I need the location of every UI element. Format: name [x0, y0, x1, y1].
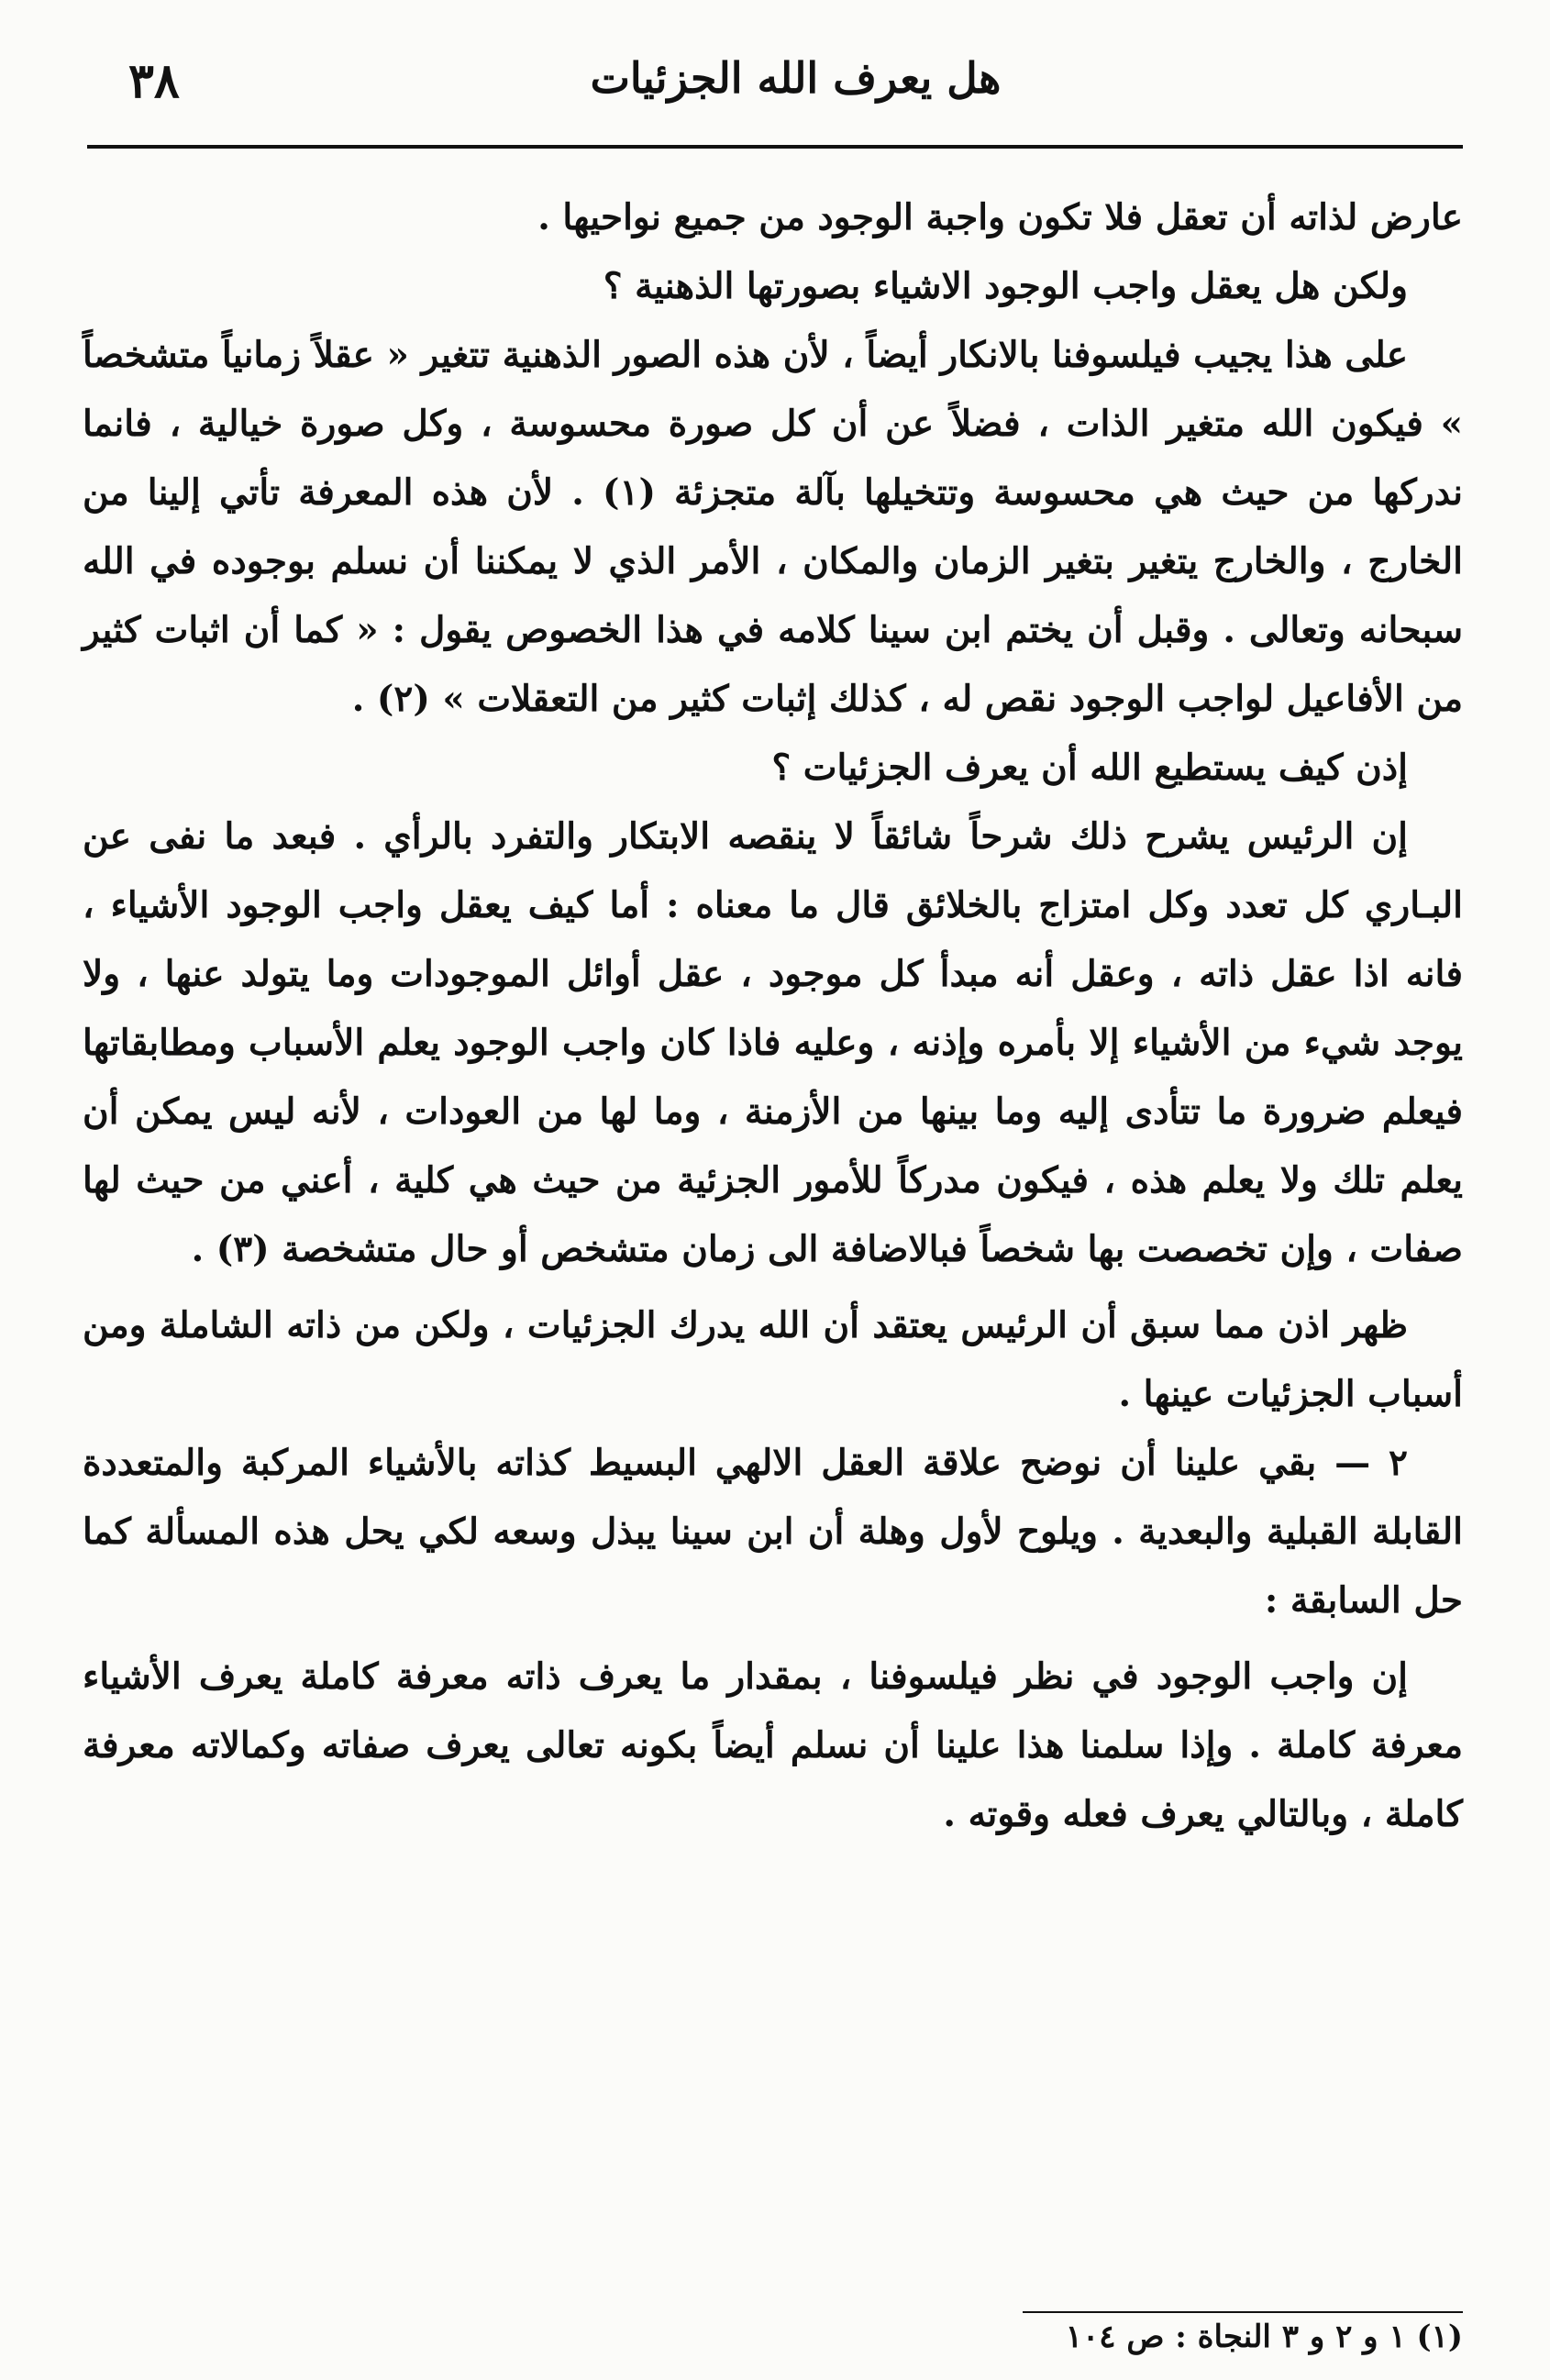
paragraph: إن واجب الوجود في نظر فيلسوفنا ، بمقدار ما يعرف ذاته معرفة كاملة يعرف الأشياء معرفة كاملة . وإذا سلمنا هذا علينا أن نسلم أيضاً بكونه تعالى يعرف صفاته وكمالاته معرفة كاملة ، وبالتالي يعرف فعله وقوته . — [83, 1655, 1463, 1835]
footnote: (١) ١ و ٢ و ٣ النجاة : ص ١٠٤ — [1065, 2319, 1463, 2355]
page-number: ٣٨ — [128, 53, 180, 109]
paragraph: على هذا يجيب فيلسوفنا بالانكار أيضاً ، لأن هذه الصور الذهنية تتغير « عقلاً زمانياً متشخصاً » فيكون الله متغير الذات ، فضلاً عن أن كل صورة محسوسة ، وكل صورة خيالية ، فانما ندركها من حيث هي محسوسة وتتخيلها بآلة متجزئة (١) . لأن هذه المعرفة تأتي إلينا من الخارج ، والخارج يتغير بتغير الزمان والمكان ، الأمر الذي لا يمكننا أن نسلم بوجوده في الله سبحانه وتعالى . وقبل أن يختم ابن سينا كلامه في هذا الخصوص يقول : « كما أن اثبات كثير من الأفاعيل لواجب الوجود نقص له ، كذلك إثبات كثير من التعقلات » (٢) . — [83, 334, 1463, 720]
paragraph: إذن كيف يستطيع الله أن يعرف الجزئيات ؟ — [771, 747, 1408, 789]
running-title: هل يعرف الله الجزئيات — [590, 53, 1002, 103]
page-header — [128, 53, 1463, 117]
paragraph: ظهر اذن مما سبق أن الرئيس يعتقد أن الله يدرك الجزئيات ، ولكن من ذاته الشاملة ومن أسباب الجزئيات عينها . — [83, 1304, 1463, 1415]
body-text — [83, 183, 1463, 1849]
paragraph: ٢ — بقي علينا أن نوضح علاقة العقل الالهي البسيط كذاته بالأشياء المركبة والمتعددة القابلة القبلية والبعدية . ويلوح لأول وهلة أن ابن سينا يبذل وسعه لكي يحل هذه المسألة كما حل السابقة : — [83, 1442, 1463, 1622]
footnote-rule — [1023, 2311, 1463, 2313]
paragraph: إن الرئيس يشرح ذلك شرحاً شائقاً لا ينقصه الابتكار والتفرد بالرأي . فبعد ما نفى عن البـاري كل تعدد وكل امتزاج بالخلائق قال ما معناه : أما كيف يعقل واجب الوجود الأشياء ، فانه اذا عقل ذاته ، وعقل أنه مبدأ كل موجود ، عقل أوائل الموجودات وما يتولد عنها ، ولا يوجد شيء من الأشياء إلا بأمره وإذنه ، وعليه فاذا كان واجب الوجود يعلم الأسباب ومطابقاتها فيعلم ضرورة ما تتأدى إليه وما بينها من الأزمنة ، وما لها من العودات ، لأنه ليس يمكن أن يعلم تلك ولا يعلم هذه ، فيكون مدركاً للأمور الجزئية من حيث هي كلية ، أعني من حيث لها صفات ، وإن تخصصت بها شخصاً فبالاضافة الى زمان متشخص أو حال متشخصة (٣) . — [83, 815, 1463, 1270]
paragraph: ولكن هل يعقل واجب الوجود الاشياء بصورتها الذهنية ؟ — [603, 265, 1408, 307]
paragraph: عارض لذاته أن تعقل فلا تكون واجبة الوجود من جميع نواحيها . — [537, 196, 1463, 238]
header-rule — [87, 145, 1463, 149]
